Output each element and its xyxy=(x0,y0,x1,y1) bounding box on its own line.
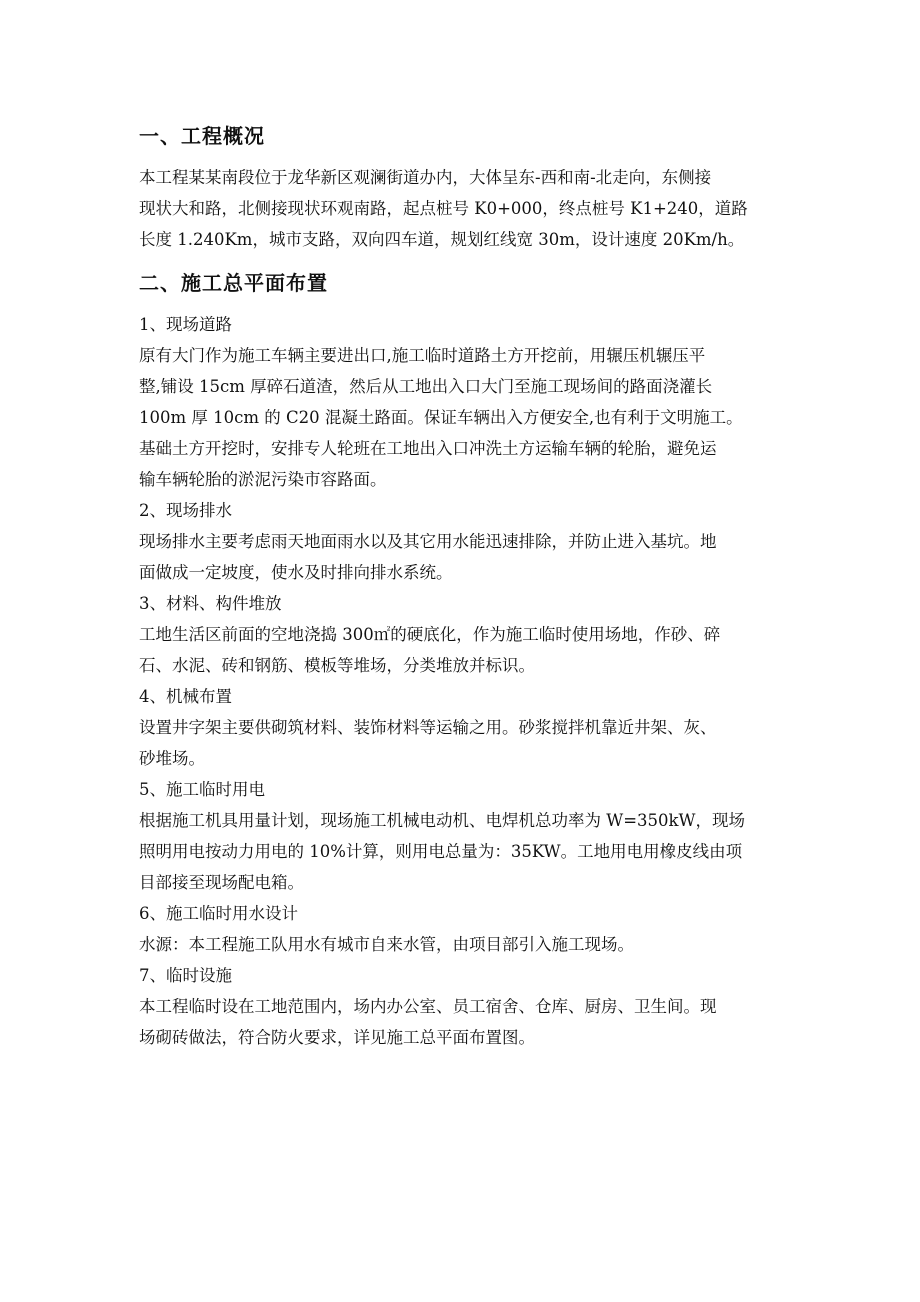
paragraph-line: 100m 厚 10cm 的 C20 混凝土路面。保证车辆出入方便安全,也有利于文明施工。 xyxy=(139,408,743,427)
subsection-heading-machinery-layout: 4、机械布置 xyxy=(139,687,232,706)
subsection-heading-temporary-facilities: 7、临时设施 xyxy=(139,966,232,985)
paragraph-line: 本工程某某南段位于龙华新区观澜街道办内，大体呈东-西和南-北走向，东侧接 xyxy=(139,168,712,187)
section-2-title: 二、施工总平面布置 xyxy=(139,271,328,295)
paragraph-line: 工地生活区前面的空地浇捣 300㎡的硬底化，作为施工临时使用场地，作砂、碎 xyxy=(139,625,721,644)
paragraph-line: 水源：本工程施工队用水有城市自来水管，由项目部引入施工现场。 xyxy=(139,935,634,954)
paragraph-line: 目部接至现场配电箱。 xyxy=(139,873,304,892)
paragraph-line: 砂堆场。 xyxy=(139,749,205,768)
paragraph-line: 输车辆轮胎的淤泥污染市容路面。 xyxy=(139,470,387,489)
section-1-title: 一、工程概况 xyxy=(139,124,265,148)
subsection-paragraph-material-storage xyxy=(139,619,789,681)
paragraph-line: 场砌砖做法，符合防火要求，详见施工总平面布置图。 xyxy=(139,1028,535,1047)
paragraph-line: 整,铺设 15cm 厚碎石道渣，然后从工地出入口大门至施工现场间的路面浇灌长 xyxy=(139,377,713,396)
subsection-heading-site-road: 1、现场道路 xyxy=(139,315,232,334)
paragraph-line: 设置井字架主要供砌筑材料、装饰材料等运输之用。砂浆搅拌机靠近井架、灰、 xyxy=(139,718,717,737)
paragraph-line: 本工程临时设在工地范围内，场内办公室、员工宿舍、仓库、厨房、卫生间。现 xyxy=(139,997,717,1016)
section-1-paragraph xyxy=(139,162,789,255)
subsection-heading-site-drainage: 2、现场排水 xyxy=(139,501,232,520)
paragraph-line: 基础土方开挖时，安排专人轮班在工地出入口冲洗土方运输车辆的轮胎，避免运 xyxy=(139,439,717,458)
subsection-heading-material-storage: 3、材料、构件堆放 xyxy=(139,594,282,613)
subsection-paragraph-machinery-layout xyxy=(139,712,789,774)
subsection-heading-temporary-water: 6、施工临时用水设计 xyxy=(139,904,298,923)
document-page xyxy=(139,116,789,1053)
subsection-paragraph-site-drainage xyxy=(139,526,789,588)
subsection-paragraph-temporary-facilities xyxy=(139,991,789,1053)
paragraph-line: 现状大和路，北侧接现状环观南路，起点桩号 K0+000，终点桩号 K1+240，道路 xyxy=(139,199,748,218)
subsection-paragraph-temporary-power xyxy=(139,805,789,898)
paragraph-line: 石、水泥、砖和钢筋、模板等堆场，分类堆放并标识。 xyxy=(139,656,535,675)
paragraph-line: 现场排水主要考虑雨天地面雨水以及其它用水能迅速排除，并防止进入基坑。地 xyxy=(139,532,717,551)
subsection-paragraph-temporary-water xyxy=(139,929,789,960)
paragraph-line: 根据施工机具用量计划，现场施工机械电动机、电焊机总功率为 W=350kW，现场 xyxy=(139,811,745,830)
paragraph-line: 原有大门作为施工车辆主要进出口,施工临时道路土方开挖前，用辗压机辗压平 xyxy=(139,346,706,365)
subsection-heading-temporary-power: 5、施工临时用电 xyxy=(139,780,265,799)
paragraph-line: 长度 1.240Km，城市支路，双向四车道，规划红线宽 30m，设计速度 20Km/h。 xyxy=(139,230,745,249)
paragraph-line: 面做成一定坡度，使水及时排向排水系统。 xyxy=(139,563,453,582)
subsection-paragraph-site-road xyxy=(139,340,789,495)
paragraph-line: 照明用电按动力用电的 10%计算，则用电总量为：35KW。工地用电用橡皮线由项 xyxy=(139,842,743,861)
